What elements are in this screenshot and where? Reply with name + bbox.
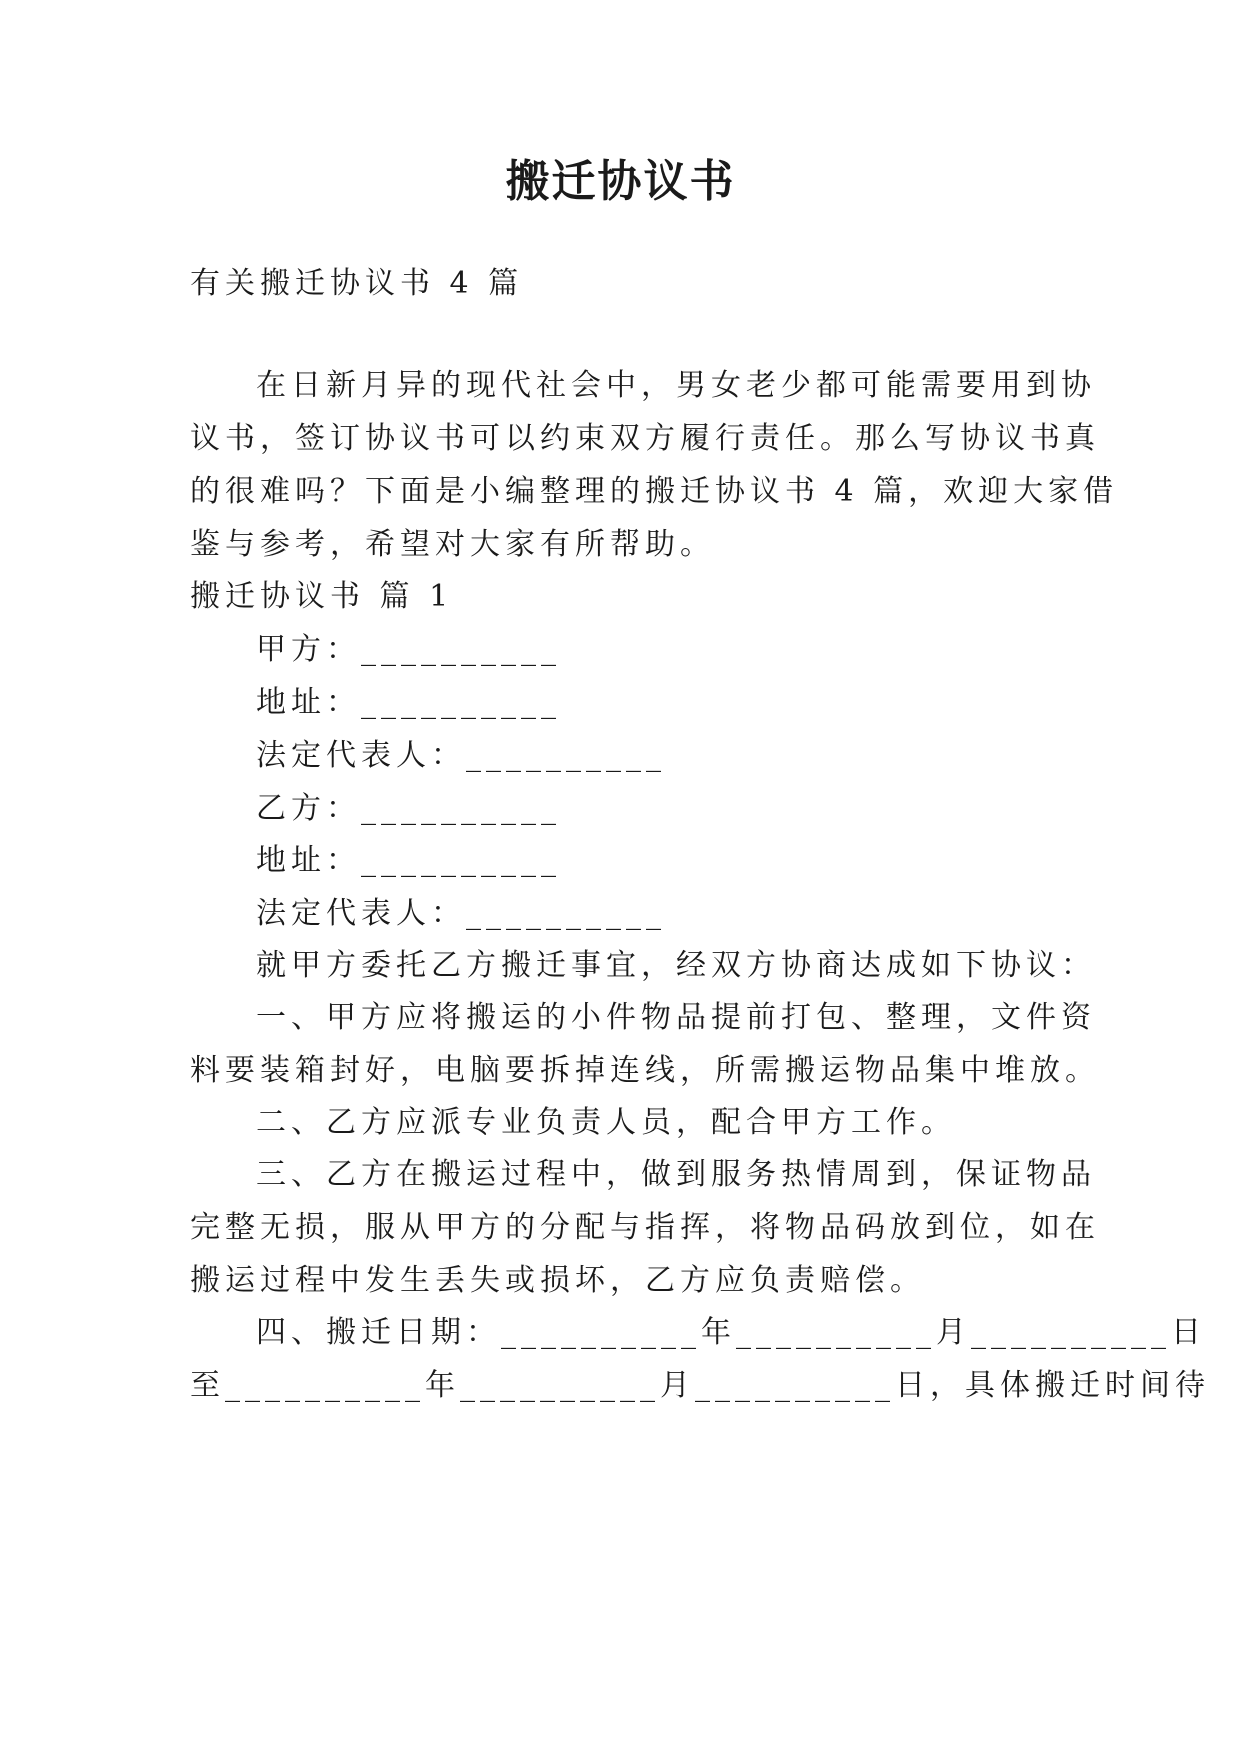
party-b-rep-field: 法定代表人：__________ xyxy=(256,896,666,931)
document-title: 搬迁协议书 xyxy=(505,156,736,207)
clause-4-line-2: 至__________年__________月__________日，具体搬迁时间待 xyxy=(190,1368,1210,1403)
clause-3-line-1: 三、乙方在搬运过程中，做到服务热情周到，保证物品 xyxy=(256,1157,1096,1192)
intro-line-2: 议书，签订协议书可以约束双方履行责任。那么写协议书真 xyxy=(190,421,1100,456)
clause-3-line-3: 搬运过程中发生丢失或损坏，乙方应负责赔偿。 xyxy=(190,1263,925,1298)
section-heading: 搬迁协议书 篇 1 xyxy=(190,579,454,614)
document-subtitle: 有关搬迁协议书 4 篇 xyxy=(190,266,524,301)
clause-3-line-2: 完整无损，服从甲方的分配与指挥，将物品码放到位，如在 xyxy=(190,1210,1100,1245)
party-b-field: 乙方：__________ xyxy=(256,791,561,826)
intro-line-1: 在日新月异的现代社会中，男女老少都可能需要用到协 xyxy=(256,368,1096,403)
party-a-rep-field: 法定代表人：__________ xyxy=(256,738,666,773)
clause-1-line-1: 一、甲方应将搬运的小件物品提前打包、整理，文件资 xyxy=(256,1000,1096,1035)
clause-1-line-2: 料要装箱封好，电脑要拆掉连线，所需搬运物品集中堆放。 xyxy=(190,1053,1100,1088)
intro-line-4: 鉴与参考，希望对大家有所帮助。 xyxy=(190,527,715,562)
clause-2: 二、乙方应派专业负责人员，配合甲方工作。 xyxy=(256,1105,956,1140)
party-b-address-field: 地址：__________ xyxy=(256,843,561,878)
intro-line-3: 的很难吗？下面是小编整理的搬迁协议书 4 篇，欢迎大家借 xyxy=(190,474,1119,509)
party-a-field: 甲方：__________ xyxy=(256,632,561,667)
agreement-intro: 就甲方委托乙方搬迁事宜，经双方协商达成如下协议： xyxy=(256,948,1096,983)
party-a-address-field: 地址：__________ xyxy=(256,685,561,720)
clause-4-line-1: 四、搬迁日期：__________年__________月__________日 xyxy=(256,1315,1206,1350)
